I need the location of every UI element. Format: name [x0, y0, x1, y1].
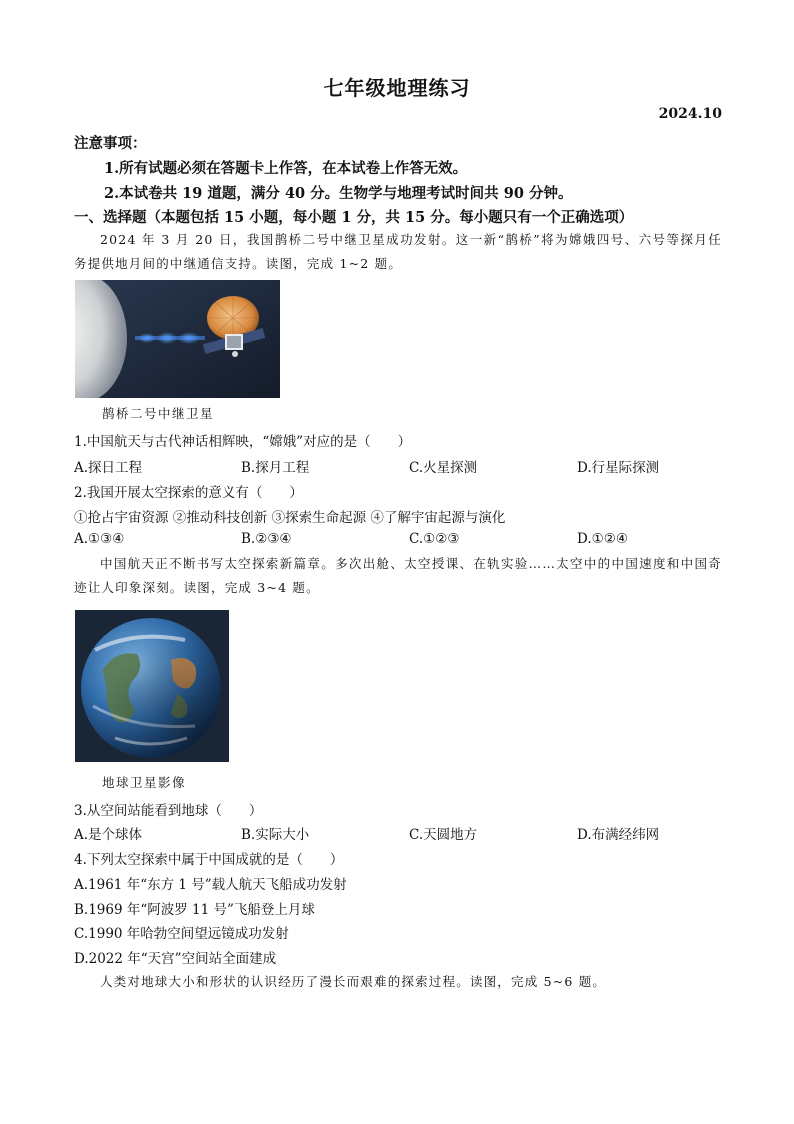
question-4-option-b: B.1969 年“阿波罗 11 号”飞船登上月球 [74, 902, 315, 918]
question-1-option-d: D.行星际探测 [577, 460, 660, 476]
question-1-option-c: C.火星探测 [409, 460, 478, 476]
question-2-statements: ①抢占宇宙资源 ②推动科技创新 ③探索生命起源 ④了解宇宙起源与演化 [74, 510, 506, 526]
question-1-option-a: A.探日工程 [74, 460, 143, 476]
question-3-option-d: D.布满经纬网 [577, 827, 660, 843]
question-4-option-c: C.1990 年哈勃空间望远镜成功发射 [74, 926, 289, 942]
question-4-option-d: D.2022 年“天宫”空间站全面建成 [74, 951, 277, 967]
material-3-text: 人类对地球大小和形状的认识经历了漫长而艰难的探索过程。读图，完成 5~6 题。 [100, 974, 607, 989]
section-heading: 一、选择题（本题包括 15 小题，每小题 1 分，共 15 分。每小题只有一个正确选项） [74, 209, 634, 226]
figure-2-caption: 地球卫星影像 [102, 775, 187, 790]
earth-image [75, 610, 229, 762]
question-3-option-b: B.实际大小 [241, 827, 310, 843]
question-3-option-c: C.天圆地方 [409, 827, 478, 843]
question-2-options [74, 531, 734, 551]
question-1-stem: 1.中国航天与古代神话相辉映，“嫦娥”对应的是（ ） [74, 434, 412, 450]
satellite-image [75, 280, 280, 398]
material-1-text: 2024 年 3 月 20 日，我国鹊桥二号中继卫星成功发射。这一新“鹊桥”将为嫦娥四号、六号等探月任务提供地月间的中继通信支持。读图，完成 1~2 题。 [74, 232, 722, 271]
question-1-options [74, 456, 734, 476]
figure-1-caption: 鹊桥二号中继卫星 [102, 406, 215, 421]
notice-heading: 注意事项： [74, 135, 147, 152]
question-2-stem: 2.我国开展太空探索的意义有（ ） [74, 485, 303, 501]
notice-item-2: 2.本试卷共 19 道题，满分 40 分。生物学与地理考试时间共 90 分钟。 [104, 185, 573, 202]
question-1-option-b: B.探月工程 [241, 460, 310, 476]
question-4-stem: 4.下列太空探索中属于中国成就的是（ ） [74, 852, 344, 868]
question-2-option-a: A.①③④ [74, 531, 125, 547]
question-2-option-d: D.①②④ [577, 531, 628, 547]
satellite-image-figure [75, 280, 280, 398]
question-4-option-a: A.1961 年“东方 1 号”载人航天飞船成功发射 [74, 877, 347, 893]
question-3-stem: 3.从空间站能看到地球（ ） [74, 803, 263, 819]
page-title: 七年级地理练习 [323, 76, 471, 100]
earth-image-figure [75, 610, 229, 762]
exam-date: 2024.10 [658, 106, 722, 122]
question-3-option-a: A.是个球体 [74, 827, 143, 843]
material-2-text: 中国航天正不断书写太空探索新篇章。多次出舱、太空授课、在轨实验……太空中的中国速度和中国奇迹让人印象深刻。读图，完成 3~4 题。 [74, 556, 722, 595]
notice-item-1: 1.所有试题必须在答题卡上作答，在本试卷上作答无效。 [104, 160, 468, 177]
question-2-option-b: B.②③④ [241, 531, 292, 547]
question-2-option-c: C.①②③ [409, 531, 460, 547]
question-3-options [74, 823, 734, 843]
